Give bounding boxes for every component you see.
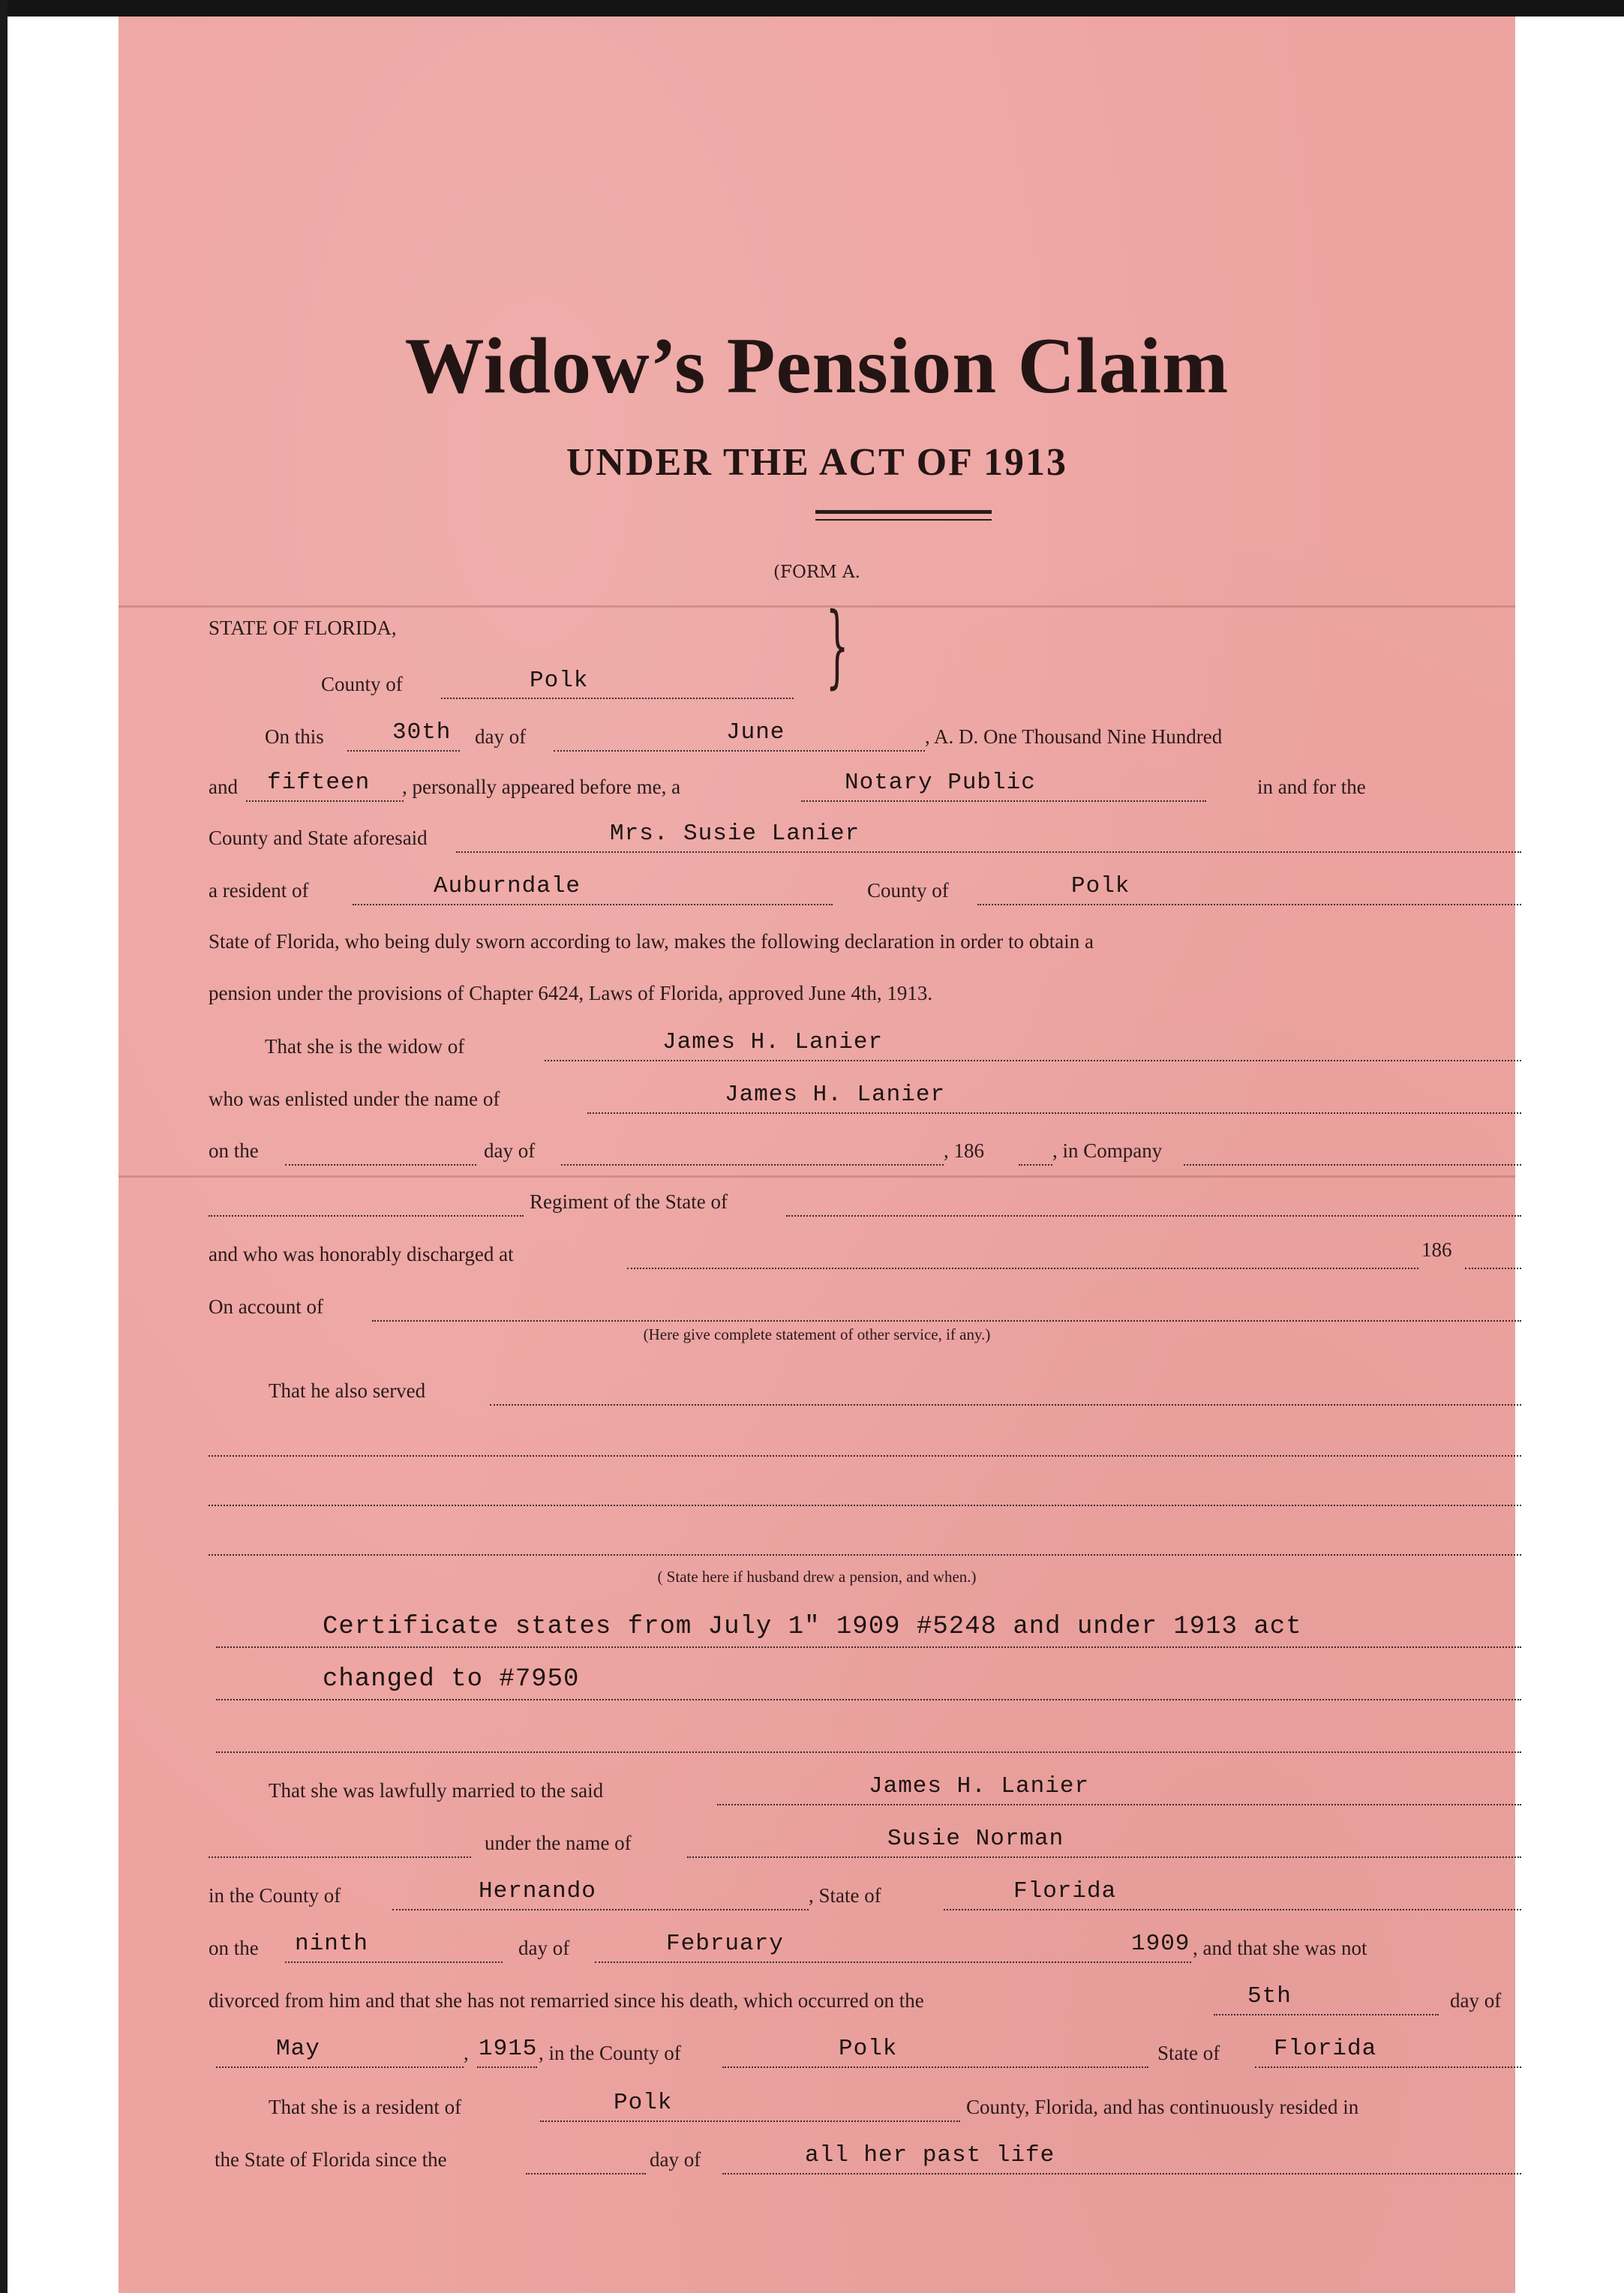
state-label: STATE OF FLORIDA, xyxy=(209,617,397,639)
claimant-value: Mrs. Susie Lanier xyxy=(610,821,860,847)
since-value: all her past life xyxy=(805,2142,1055,2168)
marriage-county-field[interactable] xyxy=(392,1882,809,1910)
marriage-month-value: February xyxy=(666,1931,784,1957)
marriage-county-label: in the County of xyxy=(209,1884,341,1907)
death-county-value: Polk xyxy=(839,2036,898,2062)
since-label: the State of Florida since the xyxy=(215,2148,447,2171)
since-day-field[interactable] xyxy=(526,2146,646,2174)
under-name-label: under the name of xyxy=(485,1832,632,1854)
not-divorced-text: , and that she was not xyxy=(1193,1937,1367,1959)
widow-of-label: That she is the widow of xyxy=(265,1035,465,1058)
resident-county-value: Polk xyxy=(1071,873,1130,899)
married-label: That she was lawfully married to the said xyxy=(269,1779,604,1802)
marriage-state-value: Florida xyxy=(1013,1878,1117,1904)
form-title: Widow’s Pension Claim xyxy=(404,322,1229,410)
company-field[interactable] xyxy=(1184,1137,1521,1166)
death-state-label: State of xyxy=(1157,2042,1220,2064)
death-day-value: 5th xyxy=(1247,1983,1292,2009)
day-number-value: 30th xyxy=(392,719,452,746)
marriage-county-value: Hernando xyxy=(479,1878,596,1904)
enlisted-label: who was enlisted under the name of xyxy=(209,1088,500,1110)
month-value: June xyxy=(726,719,785,746)
death-year-value: 1915 xyxy=(479,2036,538,2062)
pension-claim-form xyxy=(119,17,1515,2293)
pre-name-field[interactable] xyxy=(209,1829,471,1858)
year-word-value: fifteen xyxy=(267,770,371,796)
other-service-note: (Here give complete statement of other service, if any.) xyxy=(643,1325,991,1343)
marriage-day-of-label: day of xyxy=(518,1937,570,1959)
chapter-text: pension under the provisions of Chapter 6424, Laws of Florida, approved June 4th, 1913. xyxy=(209,982,933,1004)
marriage-year-value: 1909 xyxy=(1131,1931,1190,1957)
maiden-name-value: Susie Norman xyxy=(887,1826,1064,1852)
since-day-of-label: day of xyxy=(650,2148,701,2171)
marriage-on-the-label: on the xyxy=(209,1937,259,1959)
discharged-label: and who was honorably discharged at xyxy=(209,1243,514,1265)
scanner-left-border xyxy=(0,0,8,2293)
and-label: and xyxy=(209,776,238,798)
death-month-field[interactable] xyxy=(216,2039,464,2068)
ad-text: , A. D. One Thousand Nine Hundred xyxy=(925,725,1223,748)
discharge-year-field[interactable] xyxy=(1465,1241,1521,1269)
enlist-year-field[interactable] xyxy=(1019,1137,1052,1166)
form-subtitle: UNDER THE ACT OF 1913 xyxy=(566,441,1068,484)
pension-line-1-value: Certificate states from July 1" 1909 #5248 and under 1913 act xyxy=(323,1613,1302,1641)
death-state-value: Florida xyxy=(1274,2036,1377,2062)
residence-county-value: Polk xyxy=(614,2090,673,2116)
also-served-field-2[interactable] xyxy=(209,1428,1521,1457)
married-to-value: James H. Lanier xyxy=(869,1773,1090,1799)
regiment-label: Regiment of the State of xyxy=(530,1190,728,1213)
on-this-label: On this xyxy=(265,725,324,748)
title-rule xyxy=(815,510,992,514)
divorced-text: divorced from him and that she has not remarried since his death, which occurred on the xyxy=(209,1989,924,2012)
form-label: (FORM A. xyxy=(773,563,860,582)
account-field[interactable] xyxy=(372,1293,1521,1322)
paper-fold-line xyxy=(119,1175,1515,1178)
county-state-text: County and State aforesaid xyxy=(209,827,428,849)
death-day-of-label: day of xyxy=(1450,1989,1502,2012)
scanner-top-border xyxy=(0,0,1624,17)
enlist-month-field[interactable] xyxy=(561,1137,944,1166)
officer-value: Notary Public xyxy=(845,770,1036,796)
county-label: County of xyxy=(321,673,403,695)
also-served-field-3[interactable] xyxy=(209,1478,1521,1506)
resided-text: County, Florida, and has continuously resided in xyxy=(966,2096,1359,2118)
maiden-name-field[interactable] xyxy=(687,1829,1521,1858)
husband-name-value: James H. Lanier xyxy=(662,1029,884,1055)
title-rule-thin xyxy=(815,519,992,521)
enlist-day-of-label: day of xyxy=(484,1139,536,1162)
enlist-day-field[interactable] xyxy=(285,1137,476,1166)
death-county-label: , in the County of xyxy=(539,2042,681,2064)
resident-county-field[interactable] xyxy=(977,877,1521,905)
paper-fold-line xyxy=(119,605,1515,608)
pension-field-3[interactable] xyxy=(216,1724,1521,1753)
county-of-label: County of xyxy=(867,879,949,902)
enlist-year-prefix: , 186 xyxy=(944,1139,984,1162)
on-the-label: on the xyxy=(209,1139,259,1162)
regiment-state-field[interactable] xyxy=(786,1188,1521,1217)
venue-brace: } xyxy=(825,594,849,698)
resident-of-label: a resident of xyxy=(209,879,309,902)
death-year-comma: , xyxy=(464,2042,469,2064)
marriage-day-value: ninth xyxy=(295,1931,369,1957)
also-served-field-4[interactable] xyxy=(209,1527,1521,1556)
also-served-field-1[interactable] xyxy=(490,1377,1521,1406)
enlisted-name-value: James H. Lanier xyxy=(725,1082,946,1108)
death-month-value: May xyxy=(276,2036,320,2062)
town-field[interactable] xyxy=(353,877,833,905)
discharge-place-field[interactable] xyxy=(627,1241,1418,1269)
town-value: Auburndale xyxy=(434,873,581,899)
oath-text: State of Florida, who being duly sworn according to law, makes the following declaration in order to obtain a xyxy=(209,930,1094,953)
discharge-year-prefix: 186 xyxy=(1421,1238,1452,1261)
also-served-label: That he also served xyxy=(269,1379,426,1402)
day-of-label: day of xyxy=(475,725,527,748)
on-account-label: On account of xyxy=(209,1295,323,1318)
venue-county-field[interactable] xyxy=(441,671,794,699)
in-and-for-text: in and for the xyxy=(1257,776,1366,798)
married-to-field[interactable] xyxy=(717,1777,1521,1805)
death-county-field[interactable] xyxy=(722,2039,1148,2068)
pension-note: ( State here if husband drew a pension, and when.) xyxy=(657,1568,977,1586)
appeared-text: , personally appeared before me, a xyxy=(402,776,681,798)
pension-line-2-value: changed to #7950 xyxy=(323,1665,580,1694)
residence-county-field[interactable] xyxy=(540,2093,960,2122)
residence-label: That she is a resident of xyxy=(269,2096,462,2118)
in-company-label: , in Company xyxy=(1052,1139,1163,1162)
marriage-state-label: , State of xyxy=(809,1884,881,1907)
venue-county-value: Polk xyxy=(530,668,589,694)
regiment-field[interactable] xyxy=(209,1188,524,1217)
